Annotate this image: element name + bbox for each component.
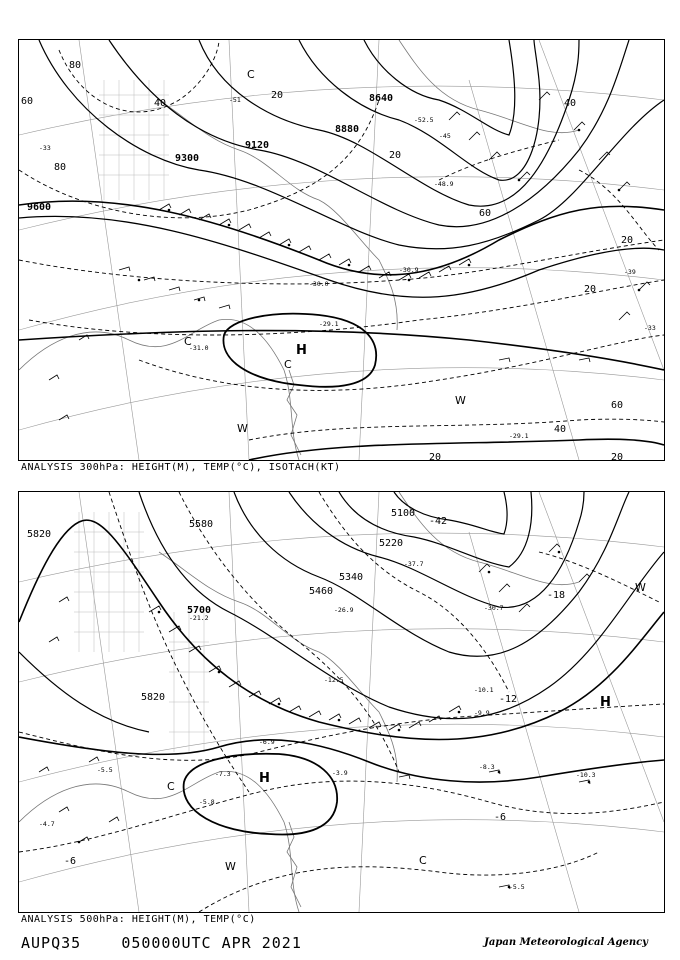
temp-label: -39: [624, 268, 636, 276]
height-label: 5820: [141, 692, 166, 703]
warm-symbol: W: [635, 581, 646, 594]
warm-symbol: W: [237, 422, 248, 435]
isotach-label: 40: [154, 98, 167, 109]
height-label: 9600: [27, 202, 52, 213]
temp-label: -10.1: [474, 686, 494, 694]
isotach-label: 40: [554, 424, 567, 435]
isotach-label: 20: [621, 235, 634, 246]
height-label: 5580: [189, 519, 214, 530]
agency-name: Japan Meteorological Agency: [484, 937, 648, 948]
temp-label: -7.3: [215, 770, 231, 778]
isotach-label: 40: [564, 98, 577, 109]
height-label: 5460: [309, 586, 334, 597]
temp-label: -21.2: [189, 614, 209, 622]
isotach-label: 60: [611, 400, 624, 411]
cold-symbol: C: [284, 358, 292, 371]
temp-label: -52.5: [414, 116, 434, 124]
temp-label: -5.5: [97, 766, 113, 774]
temp-label: -31.0: [189, 344, 209, 352]
cold-symbol: C: [247, 68, 255, 81]
temp-label: -45: [439, 132, 451, 140]
map-panel-300hpa: [18, 39, 665, 461]
height-label: 5820: [27, 529, 52, 540]
temp-label: -9.9: [474, 709, 490, 717]
isotach-label: 20: [429, 452, 442, 460]
panel-caption-300hpa: ANALYSIS 300hPa: HEIGHT(M), TEMP(°C), ISOTACH(KT): [21, 462, 341, 473]
cold-symbol: C: [184, 335, 192, 348]
map-panel-500hpa: [18, 491, 665, 913]
height-label: 5100: [391, 508, 416, 519]
isotach-label: 20: [271, 90, 284, 101]
map-500hpa: [19, 492, 664, 912]
height-label: 8640: [369, 93, 394, 104]
temp-label: -29.1: [509, 432, 529, 440]
isotach-label: 20: [389, 150, 402, 161]
hatched-area: [74, 512, 212, 752]
coastline: [19, 492, 579, 912]
height-label: 9300: [175, 153, 200, 164]
temp-label: -29.1: [319, 320, 339, 328]
temp-label: -10.3: [576, 771, 596, 779]
height-label: 8880: [335, 124, 360, 135]
isotach-label: 60: [479, 208, 492, 219]
isotach-label: 20: [611, 452, 624, 460]
cold-symbol: C: [167, 780, 175, 793]
cold-symbol: C: [419, 854, 427, 867]
temp-label: -30.9: [399, 266, 419, 274]
warm-symbol: W: [455, 394, 466, 407]
temp-label: -8.3: [479, 763, 495, 771]
isotherm-label: -6: [64, 856, 77, 867]
isotherm-label: -12: [499, 694, 518, 705]
height-label: 5340: [339, 572, 364, 583]
valid-time: 050000UTC APR 2021: [121, 934, 302, 952]
temp-label: -5.8: [199, 798, 215, 806]
temp-label: -33: [39, 144, 51, 152]
high-pressure-symbol: H: [600, 695, 611, 710]
temp-label: -12.5: [324, 676, 344, 684]
temp-label: -30.7: [484, 604, 504, 612]
high-pressure-symbol: H: [259, 771, 270, 786]
temp-label: -5.5: [509, 883, 525, 891]
chart-identifier: [21, 934, 302, 952]
isotach-label: 60: [21, 96, 34, 107]
temp-label: -26.9: [334, 606, 354, 614]
temp-label: -51: [229, 96, 241, 104]
chart-code: AUPQ35: [21, 934, 82, 952]
height-contours: [19, 492, 664, 835]
temp-label: -48.9: [434, 180, 454, 188]
temp-label: -4.7: [39, 820, 55, 828]
isotherm-label: -6: [494, 812, 507, 823]
isotach-label: 80: [69, 60, 82, 71]
temp-label: -30.0: [309, 280, 329, 288]
warm-symbol: W: [225, 860, 236, 873]
temp-label: -33: [644, 324, 656, 332]
temp-label: -6.9: [259, 738, 275, 746]
isotherm-label: -18: [547, 590, 566, 601]
height-label: 5220: [379, 538, 404, 549]
station-dots: [78, 551, 591, 889]
height-label: 5700: [187, 605, 212, 616]
map-300hpa: [19, 40, 664, 460]
isotach-label: 80: [54, 162, 67, 173]
isotherm-label: -42: [429, 516, 448, 527]
high-pressure-symbol: H: [296, 343, 307, 358]
isotach-label: 20: [584, 284, 597, 295]
temp-label: -37.7: [404, 560, 424, 568]
temp-label: -3.9: [332, 769, 348, 777]
panel-caption-500hpa: ANALYSIS 500hPa: HEIGHT(M), TEMP(°C): [21, 914, 256, 925]
height-label: 9120: [245, 140, 270, 151]
